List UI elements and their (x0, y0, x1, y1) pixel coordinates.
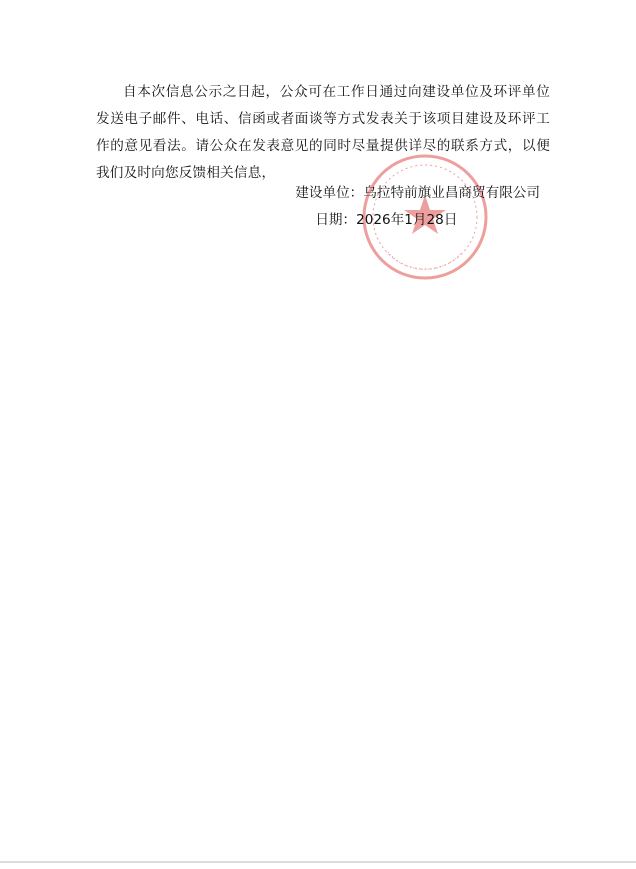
date-label: 日期： (315, 212, 357, 228)
notice-paragraph: 自本次信息公示之日起，公众可在工作日通过向建设单位及环评单位发送电子邮件、电话、信函或者面谈等方式发表关于该项目建设及环评工作的意见看法。请公众在发表意见的同时尽量提供详尽的联系方式，以便我们及时向您反馈相关信息， (96, 84, 550, 181)
signature-block (295, 180, 540, 234)
date-value: 2026年1月28日 (356, 212, 458, 228)
date-line (295, 207, 540, 234)
page-bottom-divider (0, 861, 636, 863)
construction-unit-name: 乌拉特前旗业昌商贸有限公司 (363, 185, 540, 201)
construction-unit-label: 建设单位： (295, 185, 364, 201)
construction-unit-line (295, 180, 540, 207)
